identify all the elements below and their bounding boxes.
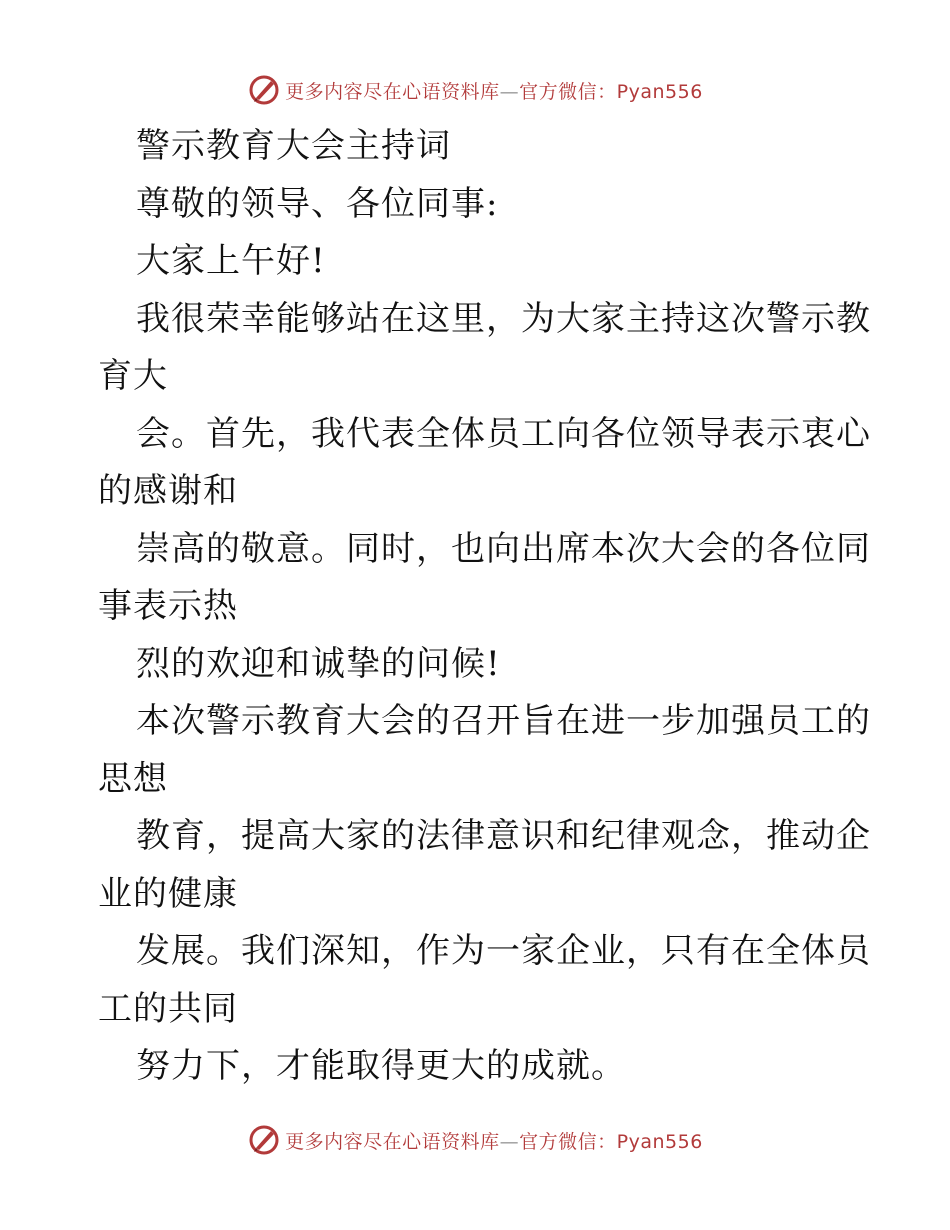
text-line: 本次警示教育大会的召开旨在进一步加强员工的 [136, 701, 871, 741]
text-line: 大家上午好! [136, 241, 326, 281]
quill-pen-logo-icon [247, 73, 281, 107]
text-line: 我很荣幸能够站在这里，为大家主持这次警示教 [136, 298, 871, 339]
text-line: 烈的欢迎和诚挚的问候! [136, 643, 501, 684]
text-line: 事表示热 [98, 586, 238, 626]
document-body [98, 118, 871, 1096]
text-line: 业的健康 [98, 873, 238, 914]
watermark-text: 更多内容尽在心语资料库—官方微信：Pyan556 [285, 80, 703, 103]
text-line: 努力下，才能取得更大的成就。 [136, 1046, 626, 1086]
text-line: 工的共同 [98, 988, 238, 1029]
text-line: 警示教育大会主持词 [136, 126, 451, 166]
text-line: 育大 [98, 356, 168, 396]
text-line: 教育，提高大家的法律意识和纪律观念，推动企 [136, 816, 871, 856]
footer-watermark [0, 1120, 950, 1160]
text-line: 思想 [98, 758, 168, 799]
text-line: 会。首先，我代表全体员工向各位领导表示衷心 [136, 413, 871, 454]
quill-pen-logo-icon [247, 1123, 281, 1157]
text-line: 尊敬的领导、各位同事: [136, 183, 499, 224]
text-line: 的感谢和 [98, 471, 238, 511]
watermark-text: 更多内容尽在心语资料库—官方微信：Pyan556 [285, 1130, 703, 1153]
text-line: 发展。我们深知，作为一家企业，只有在全体员 [136, 931, 871, 971]
header-watermark [0, 70, 950, 110]
text-line: 崇高的敬意。同时，也向出席本次大会的各位同 [136, 528, 871, 569]
